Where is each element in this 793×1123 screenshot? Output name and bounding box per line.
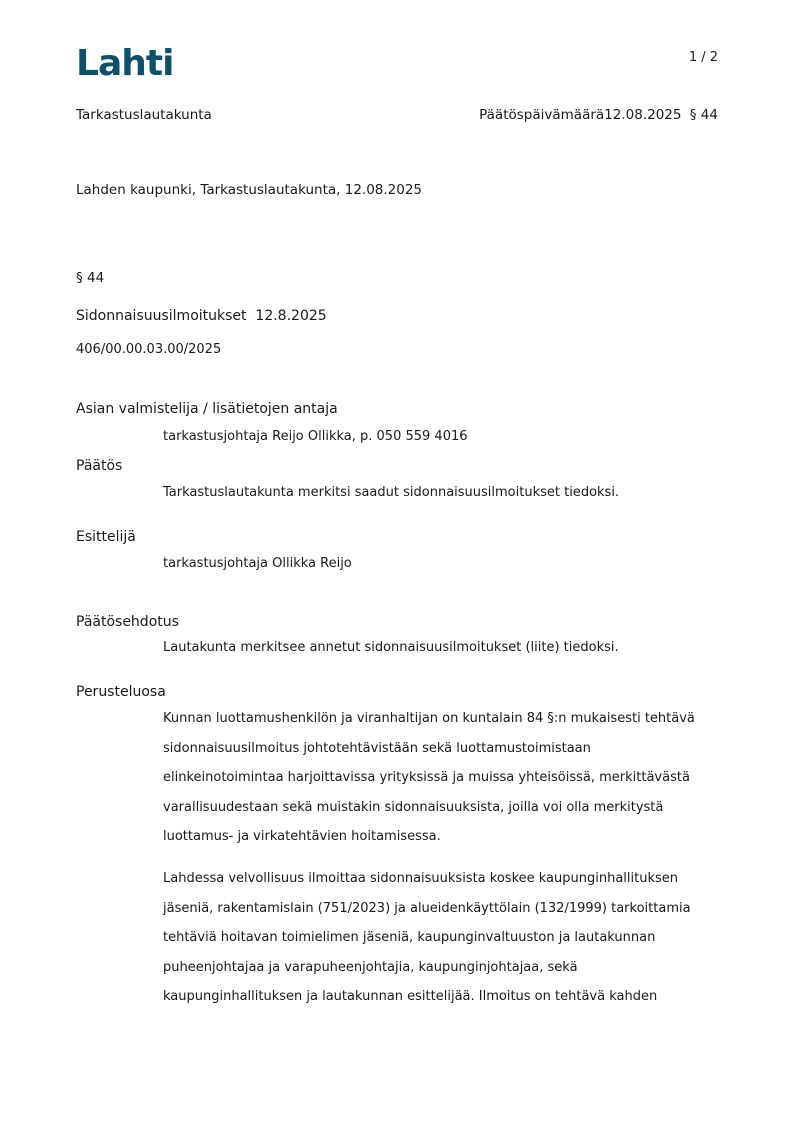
decision-date-label: Päätöspäivämäärä xyxy=(479,107,605,123)
header-decision-info xyxy=(479,107,718,123)
header-section: § 44 xyxy=(689,107,718,123)
presenter-text: tarkastusjohtaja Ollikka Reijo xyxy=(163,556,352,571)
decision-heading: Päätös xyxy=(76,458,123,474)
preparer-heading: Asian valmistelija / lisätietojen antaja xyxy=(76,401,338,417)
subject-title: Sidonnaisuusilmoitukset 12.8.2025 xyxy=(76,308,327,324)
grounds-paragraph-1: Kunnan luottamushenkilön ja viranhaltijan on kuntalain 84 §:n mukaisesti tehtävä sidonnaisuusilmoitus johtotehtävistään sekä luottamustoimistaan elinkeinotoimintaa harjoittavissa yrityksissä ja muissa yhteisöissä, merkittävästä varallisuudestaan sekä muistakin sidonnaisuuksista, joilla voi olla merkitystä luottamus- ja virkatehtävien hoitamisessa. xyxy=(163,711,695,844)
preparer-text: tarkastusjohtaja Reijo Ollikka, p. 050 559 4016 xyxy=(163,429,468,444)
record-number: 406/00.00.03.00/2025 xyxy=(76,342,222,357)
grounds-paragraph-2: Lahdessa velvollisuus ilmoittaa sidonnaisuuksista koskee kaupunginhallituksen jäseniä, rakentamislain (751/2023) ja alueidenkäyttölain (132/1999) tarkoittamia tehtäviä hoitavan toimielimen jäseniä, kaupunginvaltuuston ja lautakunnan puheenjohtajaa ja varapuheenjohtajia, kaupunginjohtajaa, sekä kaupunginhallituksen ja lautakunnan esittelijää. Ilmoitus on tehtävä kahden xyxy=(163,871,691,1004)
decision-date: 12.08.2025 xyxy=(604,107,682,123)
decision-text: Tarkastuslautakunta merkitsi saadut sidonnaisuusilmoitukset tiedoksi. xyxy=(163,485,620,500)
header-organ: Tarkastuslautakunta xyxy=(76,107,212,123)
lahti-logo: Lahti xyxy=(76,43,174,84)
proposal-text: Lautakunta merkitsee annetut sidonnaisuusilmoitukset (liite) tiedoksi. xyxy=(163,640,619,655)
page-number: 1 / 2 xyxy=(688,50,718,65)
section-number: § 44 xyxy=(76,270,105,286)
grounds-heading: Perusteluosa xyxy=(76,684,166,700)
proposal-heading: Päätösehdotus xyxy=(76,614,179,630)
presenter-heading: Esittelijä xyxy=(76,529,136,545)
meeting-line: Lahden kaupunki, Tarkastuslautakunta, 12.08.2025 xyxy=(76,182,423,198)
